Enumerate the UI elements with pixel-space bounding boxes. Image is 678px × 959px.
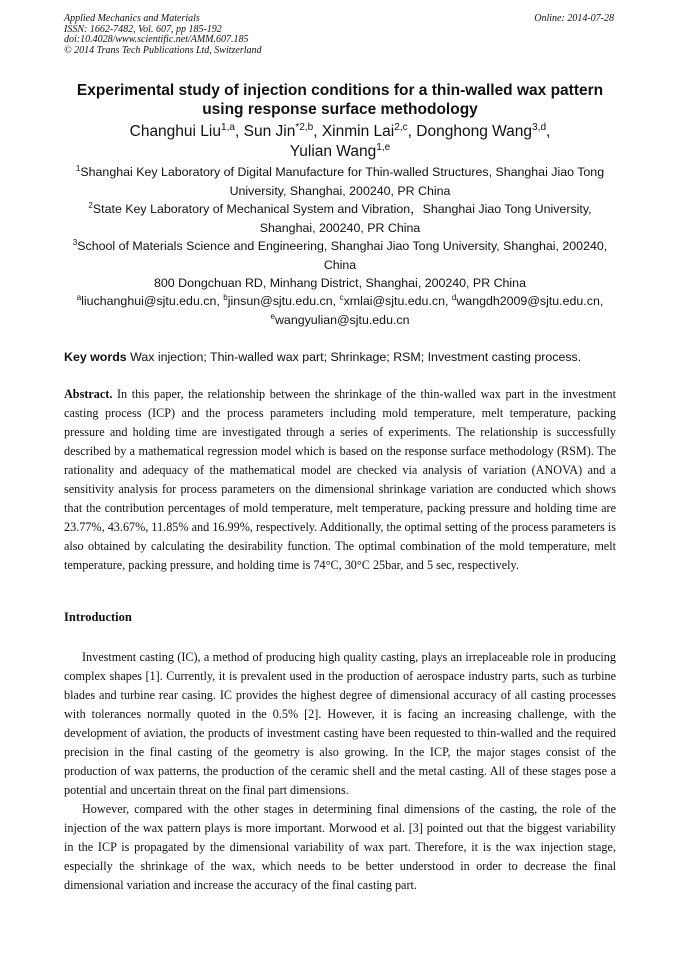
- affiliation: $^3$School of Materials Science and Engineering, Shanghai Jiao Tong University, Shanghai, 200240, China: [72, 237, 608, 272]
- author-name: Donghong Wang: [416, 123, 533, 140]
- author: Donghong Wang$^{3,d}$,: [416, 121, 551, 140]
- affiliation: $^2$State Key Laboratory of Mechanical System and Vibration，Shanghai Jiao Tong University, Shanghai, 200240, PR China: [88, 200, 592, 235]
- email[interactable]: $^c$xmlai@sjtu.edu.cn: [339, 292, 445, 308]
- author-name: Yulian Wang: [289, 143, 377, 160]
- online-date: Online: 2014-07-28: [534, 13, 614, 24]
- email-list: $^a$liuchanghui@sjtu.edu.cn, $^b$jinsun@sjtu.edu.cn, $^c$xmlai@sjtu.edu.cn, $^d$wangdh2009@sjtu.edu.cn, $^e$wangyulian@sjtu.edu.cn: [76, 292, 604, 327]
- author-sup: 1,e: [376, 141, 391, 153]
- author: Sun Jin$^{*2,b}$,: [243, 121, 322, 140]
- paper-title: Experimental study of injection conditions for a thin-walled wax pattern using response surface methodology: [76, 82, 604, 118]
- journal-issn: ISSN: 1662-7482, Vol. 607, pp 185-192: [64, 23, 222, 35]
- author: Xinmin Lai$^{2,c}$,: [321, 121, 417, 140]
- author-name: Sun Jin: [243, 123, 296, 140]
- keywords-text: Wax injection; Thin-walled wax part; Shrinkage; RSM; Investment casting process.: [126, 350, 582, 364]
- email[interactable]: $^e$wangyulian@sjtu.edu.cn: [270, 311, 410, 327]
- abstract: [64, 385, 616, 575]
- journal-doi[interactable]: doi:10.4028/www.scientific.net/AMM.607.185: [64, 34, 249, 45]
- author: [290, 143, 390, 160]
- journal-copyright: © 2014 Trans Tech Publications Ltd, Switzerland: [64, 44, 262, 56]
- email[interactable]: $^b$jinsun@sjtu.edu.cn: [223, 292, 333, 308]
- abstract-text: In this paper, the relationship between the shrinkage of the thin-walled wax part in the investment casting process (ICP) and the process parameters including mold temperature, melt temperature, packing pressure and holding time are investigated through a series of experiments. The relationship is successfully described by a mathematical regression model which is based on the response surface methodology (RSM). The rationality and adequacy of the mathematical model are checked via analysis of variation (ANOVA) and a sensitivity analysis for process parameters on the dimensional shrinkage variation are conducted which shows that the contribution percentages of mold temperature, melt temperature, packing pressure and holding time are 23.77%, 43.67%, 11.85% and 16.99%, respectively. Additionally, the optimal setting of the process parameters is also obtained by calculating the desirability function. The optimal combination of the mold temperature, melt temperature, packing pressure, and holding time is 74°C, 30°C 25bar, and 5 sec, respectively.: [64, 387, 616, 572]
- author-sup: 2,c: [394, 121, 408, 133]
- email[interactable]: $^a$liuchanghui@sjtu.edu.cn: [76, 292, 217, 308]
- affiliation: $^1$Shanghai Key Laboratory of Digital Manufacture for Thin-walled Structures, Shanghai Jiao Tong University, Shanghai, 200240, PR China: [75, 163, 605, 198]
- abstract-label: Abstract.: [64, 387, 113, 401]
- keywords: [64, 349, 616, 365]
- author-name: Xinmin Lai: [321, 123, 395, 140]
- introduction-body: [64, 648, 616, 895]
- author-sup: 3,d: [532, 121, 547, 133]
- author-sup: 1,a: [220, 121, 235, 133]
- keywords-label: Key words: [64, 350, 127, 364]
- affiliation-address: 800 Dongchuan RD, Minhang District, Shanghai, 200240, PR China: [154, 276, 526, 290]
- paragraph: However, compared with the other stages in determining final dimensions of the casting, the role of the injection of the wax pattern plays is more important. Morwood et al. [3] pointed out that the biggest variability in the ICP is propagated by the dimensional variability of wax part. Therefore, it is the wax injection stage, especially the shrinkage of the wax, which needs to be better understood in order to decrease the final dimensional variation and increase the accuracy of the final casting part.: [64, 802, 616, 892]
- email[interactable]: $^d$wangdh2009@sjtu.edu.cn: [451, 292, 600, 308]
- author-list: [64, 122, 616, 162]
- journal-name: Applied Mechanics and Materials: [64, 13, 200, 24]
- author-name: Changhui Liu: [129, 123, 221, 140]
- author: Changhui Liu$^{1,a}$,: [129, 121, 244, 140]
- author-sup: *2,b: [295, 121, 314, 133]
- journal-header: [64, 14, 424, 56]
- section-heading: Introduction: [64, 610, 132, 624]
- paragraph: Investment casting (IC), a method of producing high quality casting, plays an irreplaceable role in producing complex shapes [1]. Currently, it is prevalent used in the production of aerospace industry parts, such as turbine blades and turbine rear casing. IC provides the highest degree of dimensional accuracy of all casting processes with tolerances normally quoted in the 0.5% [2]. However, it is facing an increasing challenge, with the development of aviation, the products of investment casting have been requested to thin-walled and the required precision in the final casting of the geometry is also growing. In the ICP, the major stages consist of the production of wax patterns, the production of the ceramic shell and the metal casting. All of these stages pose a potential and uncertain threat on the final part dimensions.: [64, 650, 616, 797]
